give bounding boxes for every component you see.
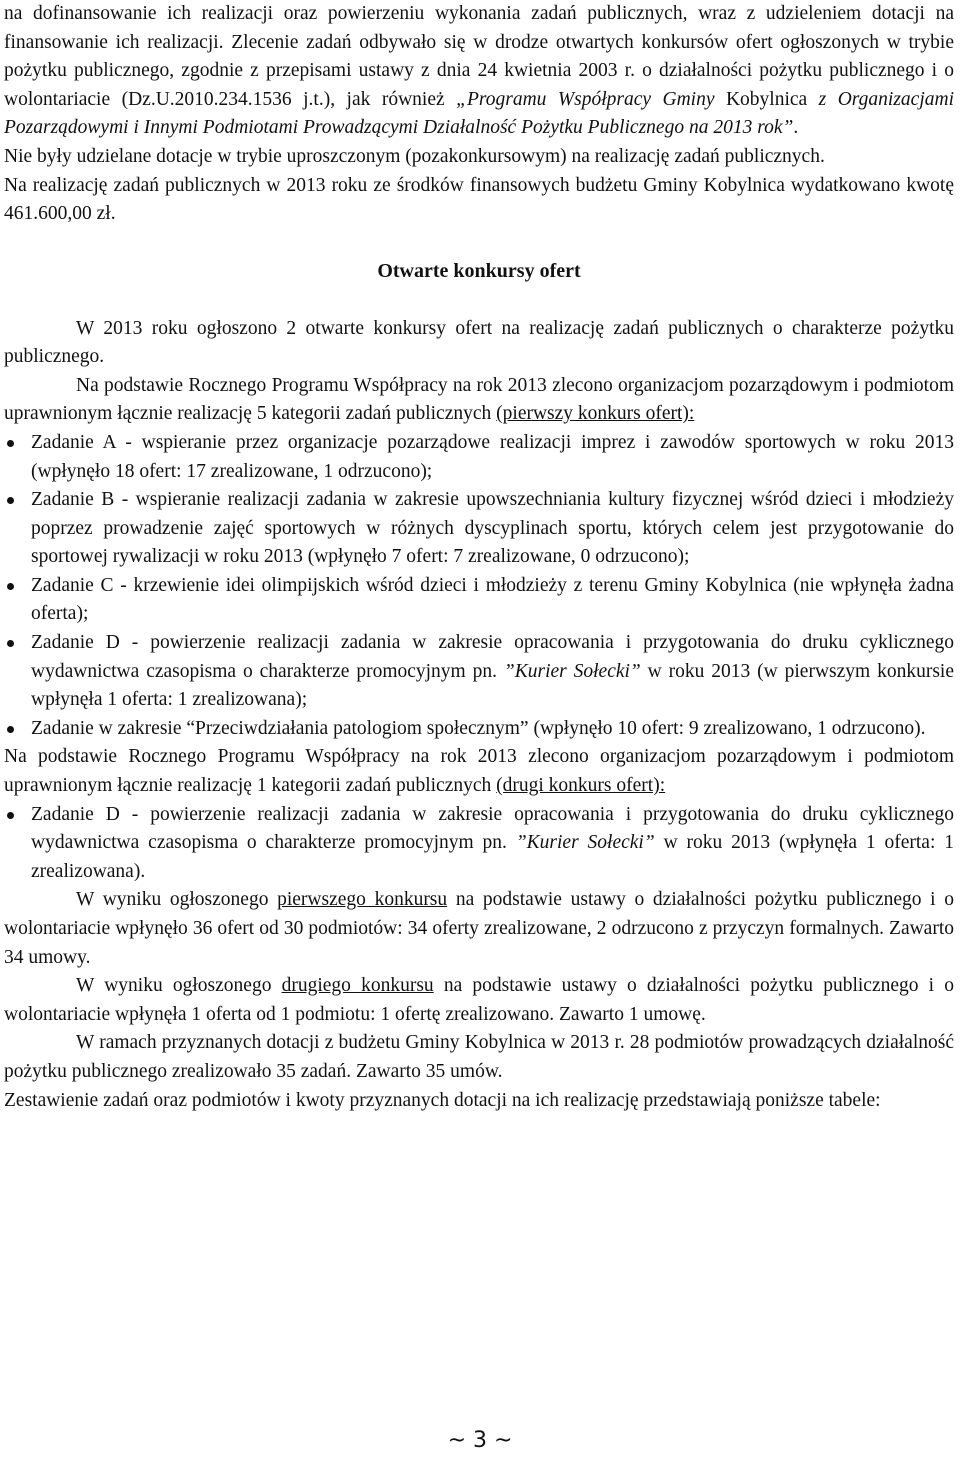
second-contest-task-list — [4, 801, 954, 887]
list-item: Zadanie A - wspieranie przez organizacje pozarządowe realizacji imprez i zawodów sportowych w roku 2013 (wpłynęło 18 ofert: 17 zrealizowane, 1 odrzucono); — [4, 429, 954, 486]
bullet-icon — [7, 583, 14, 590]
paragraph-two-contests: W 2013 roku ogłoszono 2 otwarte konkursy ofert na realizację zadań publicznych o charakterze pożytku publicznego. — [4, 317, 954, 368]
paragraph-second-contest-intro: Na podstawie Rocznego Programu Współpracy na rok 2013 zlecono organizacjom pozarządowym i podmiotom uprawnionym łącznie realizację 1 kategorii zadań publicznych (drugi konkurs ofert): — [4, 746, 954, 797]
bullet-icon — [7, 497, 14, 504]
paragraph-first-contest-result: W wyniku ogłoszonego pierwszego konkursu na podstawie ustawy o działalności pożytku publicznego i o wolontariacie wpłynęło 36 ofert od 30 podmiotów: 34 oferty zrealizowane, 2 odrzucono z przyczyn formalnych. Zawarto 34 umowy. — [4, 889, 954, 968]
list-item: Zadanie C - krzewienie idei olimpijskich wśród dzieci i młodzieży z terenu Gminy Kobylnica (nie wpłynęła żadna oferta); — [4, 572, 954, 629]
spacer — [4, 229, 954, 258]
list-item: Zadanie D - powierzenie realizacji zadania w zakresie opracowania i przygotowania do druku cyklicznego wydawnictwa czasopisma o charakterze promocyjnym pn. ”Kurier Sołecki” w roku 2013 (wpłynęła 1 oferta: 1 zrealizowana). — [4, 801, 954, 887]
bullet-icon — [7, 440, 14, 447]
paragraph-total-amount: Na realizację zadań publicznych w 2013 roku ze środków finansowych budżetu Gminy Kobylnica wydatkowano kwotę 461.600,00 zł. — [4, 174, 954, 225]
bullet-icon — [7, 726, 14, 733]
paragraph-tables-intro: Zestawienie zadań oraz podmiotów i kwoty przyznanych dotacji na ich realizację przedstawiają poniższe tabele: — [4, 1089, 881, 1111]
list-item: Zadanie w zakresie “Przeciwdziałania patologiom społecznym” (wpłynęło 10 ofert: 9 zrealizowano, 1 odrzucono). — [4, 715, 954, 744]
second-contest-underlined: drugiego konkursu — [281, 975, 434, 997]
spacer — [4, 286, 954, 315]
paragraph-grants-summary: W ramach przyznanych dotacji z budżetu Gminy Kobylnica w 2013 r. 28 podmiotów prowadzących działalność pożytku publicznego zrealizowało 35 zadań. Zawarto 35 umów. — [4, 1032, 954, 1082]
paragraph-no-simplified: Nie były udzielane dotacje w trybie uproszczonym (pozakonkursowym) na realizację zadań publicznych. — [4, 145, 825, 167]
bullet-icon — [7, 640, 14, 647]
program-title-italic-cont: z Organizacjami Pozarządowymi i Innymi Podmiotami Prowadzącymi Działalność Pożytku Publicznego na 2013 rok” — [4, 88, 954, 139]
list-item: Zadanie D - powierzenie realizacji zadania w zakresie opracowania i przygotowania do druku cyklicznego wydawnictwa czasopisma o charakterze promocyjnym pn. ”Kurier Sołecki” w roku 2013 (w pierwszym konkursie wpłynęła 1 oferta: 1 zrealizowana); — [4, 629, 954, 715]
paragraph-first-contest-intro: Na podstawie Rocznego Programu Współpracy na rok 2013 zlecono organizacjom pozarządowym i podmiotom uprawnionym łącznie realizację 5 kategorii zadań publicznych (pierwszy konkurs ofert): — [4, 374, 954, 425]
program-title-italic: „Programu Współpracy Gminy — [456, 88, 715, 110]
first-contest-label: (pierwszy konkurs ofert): — [496, 403, 695, 425]
document-page — [4, 0, 954, 1115]
first-contest-underlined: pierwszego konkursu — [277, 889, 448, 911]
second-contest-label: (drugi konkurs ofert): — [496, 775, 666, 797]
list-item: Zadanie B - wspieranie realizacji zadania w zakresie upowszechniania kultury fizycznej wśród dzieci i młodzieży poprzez prowadzenie zajęć sportowych w różnych dyscyplinach sportu, których celem jest przygotowanie do sportowej rywalizacji w roku 2013 (wpłynęło 7 ofert: 7 zrealizowane, 0 odrzucono); — [4, 486, 954, 572]
section-heading: Otwarte konkursy ofert — [377, 260, 581, 283]
paragraph-intro: na dofinansowanie ich realizacji oraz powierzeniu wykonania zadań publicznych, wraz z udzieleniem dotacji na finansowanie ich realizacji. Zlecenie zadań odbywało się w drodze otwartych konkursów ofert ogłoszonych w trybie pożytku publicznego, zgodnie z przepisami ustawy z dnia 24 kwietnia 2003 r. o działalności pożytku publicznego i o wolontariacie (Dz.U.2010.234.1536 j.t.), jak również „Programu Współpracy Gminy Kobylnica z Organizacjami Pozarządowymi i Innymi Podmiotami Prowadzącymi Działalność Pożytku Publicznego na 2013 rok”. — [4, 3, 954, 139]
bullet-icon — [7, 812, 14, 819]
publication-title-italic: ”Kurier Sołecki” — [515, 832, 655, 854]
first-contest-task-list — [4, 429, 954, 744]
paragraph-second-contest-result: W wyniku ogłoszonego drugiego konkursu na podstawie ustawy o działalności pożytku publicznego i o wolontariacie wpłynęła 1 oferta od 1 podmiotu: 1 ofertę zrealizowano. Zawarto 1 umowę. — [4, 975, 954, 1025]
publication-title-italic: ”Kurier Sołecki” — [503, 660, 641, 682]
page-number: ~ 3 ~ — [447, 1428, 513, 1453]
